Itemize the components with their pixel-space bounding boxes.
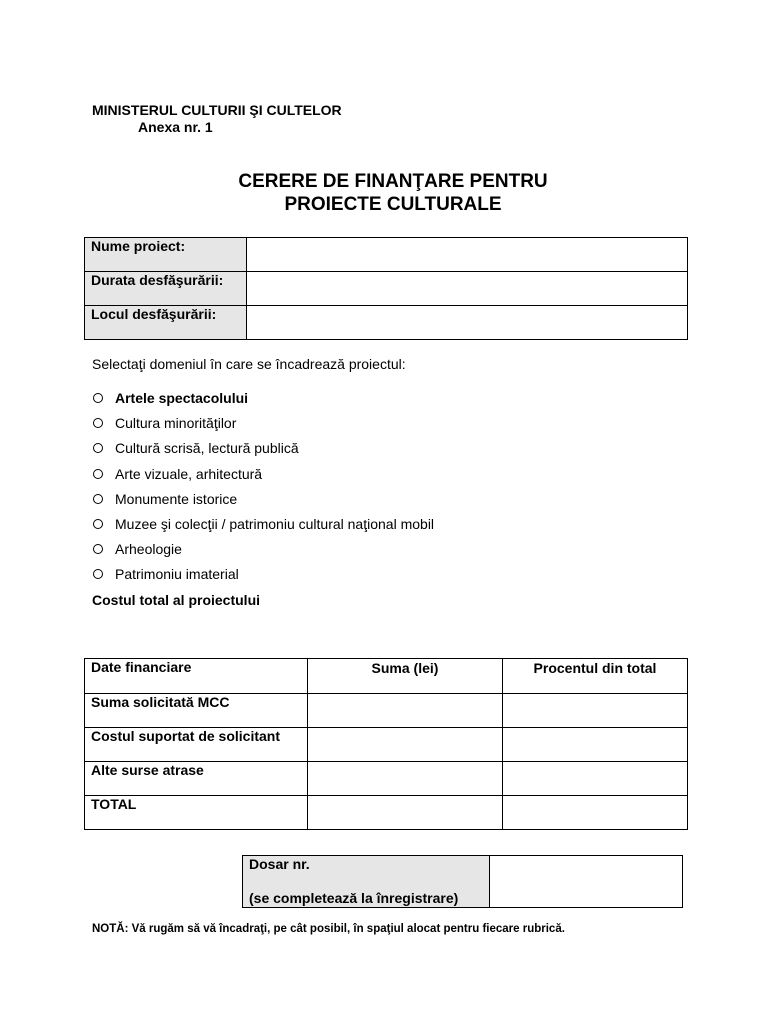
project-row-location: [85, 306, 688, 340]
amount-field[interactable]: [308, 796, 503, 830]
domain-option[interactable]: [92, 541, 434, 566]
project-location-field[interactable]: [247, 306, 688, 340]
project-info-table: [84, 237, 688, 340]
domain-option[interactable]: [92, 491, 434, 516]
domain-option[interactable]: [92, 566, 434, 591]
domain-option-label: Cultură scrisă, lectură publică: [115, 440, 299, 457]
financial-header-row: [85, 659, 688, 694]
row-label-total: TOTAL: [85, 796, 308, 830]
amount-field[interactable]: [308, 728, 503, 762]
file-number-title: Dosar nr.: [249, 856, 310, 872]
project-duration-field[interactable]: [247, 272, 688, 306]
form-title-line1: CERERE DE FINANŢARE PENTRU: [238, 171, 548, 192]
column-header-percent: Procentul din total: [503, 659, 688, 694]
amount-field[interactable]: [308, 694, 503, 728]
radio-button-icon[interactable]: [93, 569, 103, 579]
column-header-amount: Suma (lei): [308, 659, 503, 694]
project-row-duration: [85, 272, 688, 306]
project-duration-label: Durata desfăşurării:: [85, 272, 247, 306]
project-location-label: Locul desfăşurării:: [85, 306, 247, 340]
annex-label: Anexa nr. 1: [138, 119, 213, 135]
domain-option-label: Patrimoniu imaterial: [115, 566, 239, 583]
row-label-requested-amount: Suma solicitată MCC: [85, 694, 308, 728]
column-header-financial-data: Date financiare: [85, 659, 308, 694]
project-name-field[interactable]: [247, 238, 688, 272]
table-row: [85, 762, 688, 796]
domain-option-label: Arheologie: [115, 541, 182, 558]
domain-option[interactable]: [92, 516, 434, 541]
domain-option[interactable]: [92, 390, 434, 415]
domain-option-label: Artele spectacolului: [115, 390, 249, 406]
financial-data-table: [84, 658, 688, 830]
radio-button-icon[interactable]: [93, 443, 103, 453]
domain-intro-text: Selectaţi domeniul în care se încadrează proiectul:: [92, 356, 406, 372]
row-label-other-sources: Alte surse atrase: [85, 762, 308, 796]
radio-button-icon[interactable]: [93, 544, 103, 554]
note-text: NOTĂ: Vă rugăm să vă încadraţi, pe cât posibil, în spaţiul alocat pentru fiecare rubrică.: [92, 923, 565, 935]
domain-option[interactable]: [92, 466, 434, 491]
table-row: [85, 728, 688, 762]
percent-field[interactable]: [503, 728, 688, 762]
percent-field[interactable]: [503, 694, 688, 728]
file-number-hint: (se completează la înregistrare): [249, 890, 459, 906]
ministry-header: MINISTERUL CULTURII ŞI CULTELOR: [92, 102, 342, 118]
radio-button-icon[interactable]: [93, 418, 103, 428]
total-cost-heading: Costul total al proiectului: [92, 592, 261, 608]
domain-option-label: Cultura minorităţilor: [115, 415, 237, 432]
domain-option[interactable]: [92, 415, 434, 440]
file-number-row: [243, 856, 683, 908]
table-row: [85, 694, 688, 728]
domain-option[interactable]: [92, 440, 434, 465]
domain-option-label: Muzee şi colecţii / patrimoniu cultural naţional mobil: [115, 515, 435, 532]
percent-field[interactable]: [503, 762, 688, 796]
radio-button-icon[interactable]: [93, 494, 103, 504]
domain-option-label: Arte vizuale, arhitectură: [115, 465, 263, 482]
radio-button-icon[interactable]: [93, 469, 103, 479]
table-row: [85, 796, 688, 830]
file-number-field[interactable]: [490, 856, 683, 908]
domain-option-label: Monumente istorice: [115, 490, 238, 507]
radio-button-icon[interactable]: [93, 519, 103, 529]
row-label-applicant-cost: Costul suportat de solicitant: [85, 728, 308, 762]
percent-field[interactable]: [503, 796, 688, 830]
amount-field[interactable]: [308, 762, 503, 796]
project-name-label: Nume proiect:: [85, 238, 247, 272]
radio-button-icon[interactable]: [93, 393, 103, 403]
form-title-line2: PROIECTE CULTURALE: [284, 194, 502, 215]
file-number-box: [242, 855, 683, 908]
file-number-label: [243, 856, 490, 908]
domain-options-list: [92, 390, 434, 592]
project-row-name: [85, 238, 688, 272]
